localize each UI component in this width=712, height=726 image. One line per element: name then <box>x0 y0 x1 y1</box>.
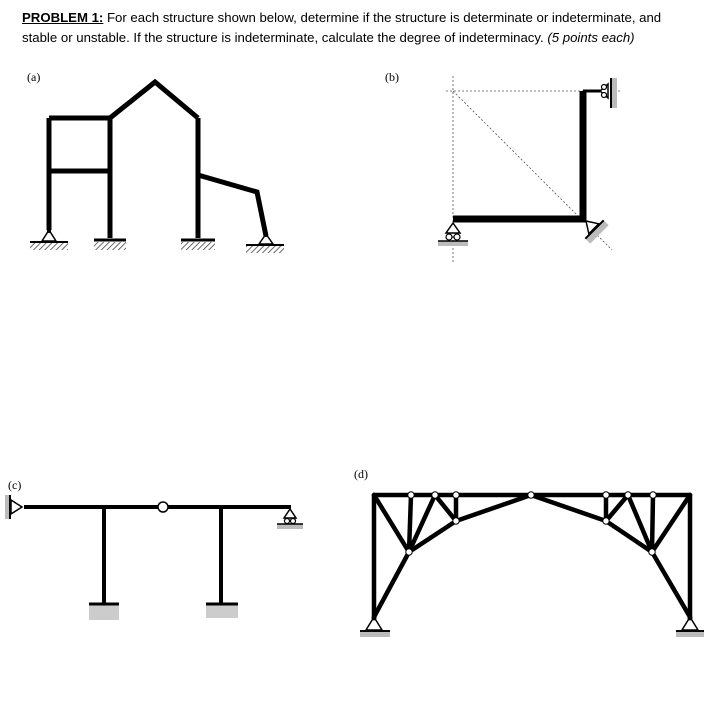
figure-a-label: (a) <box>27 70 41 84</box>
figure-b-frame <box>453 91 600 222</box>
points-note: (5 points each) <box>547 30 635 45</box>
truss-joint <box>603 518 609 524</box>
truss-joint <box>406 549 412 555</box>
figure-d-truss <box>374 495 690 617</box>
truss-joint <box>650 492 656 498</box>
pin-icon <box>47 229 51 233</box>
figure-d-label: (d) <box>354 467 368 481</box>
ground-hatch <box>181 242 215 250</box>
frame-a-gable <box>110 82 198 118</box>
figure-d-supports <box>360 616 704 637</box>
pin-support-icon <box>11 500 22 514</box>
problem-heading: PROBLEM 1: <box>22 10 104 25</box>
ground-hatch <box>94 242 126 250</box>
fixed-support-icon <box>206 604 238 618</box>
truss-joint <box>649 549 655 555</box>
truss-joint <box>453 492 459 498</box>
frame-a-bent-member <box>198 175 266 236</box>
truss-joint <box>625 492 631 498</box>
ground-hatch <box>30 242 68 250</box>
fixed-support-icon <box>89 604 119 620</box>
figure-c-supports <box>5 495 303 620</box>
truss-joint <box>408 492 414 498</box>
problem-text: For each structure shown below, determine if the structure is determinate or indeterminate, and stable or unstable. If the structure is indeterminate, calculate the degree of indeterminacy. <box>22 10 662 45</box>
figure-a-supports <box>30 229 284 253</box>
ground-hatch <box>246 245 284 253</box>
figure-c-frame <box>24 507 291 603</box>
figure-d-joints <box>406 492 656 555</box>
truss-joint <box>603 492 609 498</box>
roller-support-icon <box>284 509 296 518</box>
figure-a-frame <box>49 82 266 238</box>
internal-hinge-icon <box>158 502 168 512</box>
truss-joint <box>528 492 534 498</box>
figure-c-label: (c) <box>8 478 22 492</box>
roller-support-icon <box>446 223 460 233</box>
figure-b-label: (b) <box>385 70 399 84</box>
truss-joint <box>432 492 438 498</box>
truss-joint <box>453 518 459 524</box>
